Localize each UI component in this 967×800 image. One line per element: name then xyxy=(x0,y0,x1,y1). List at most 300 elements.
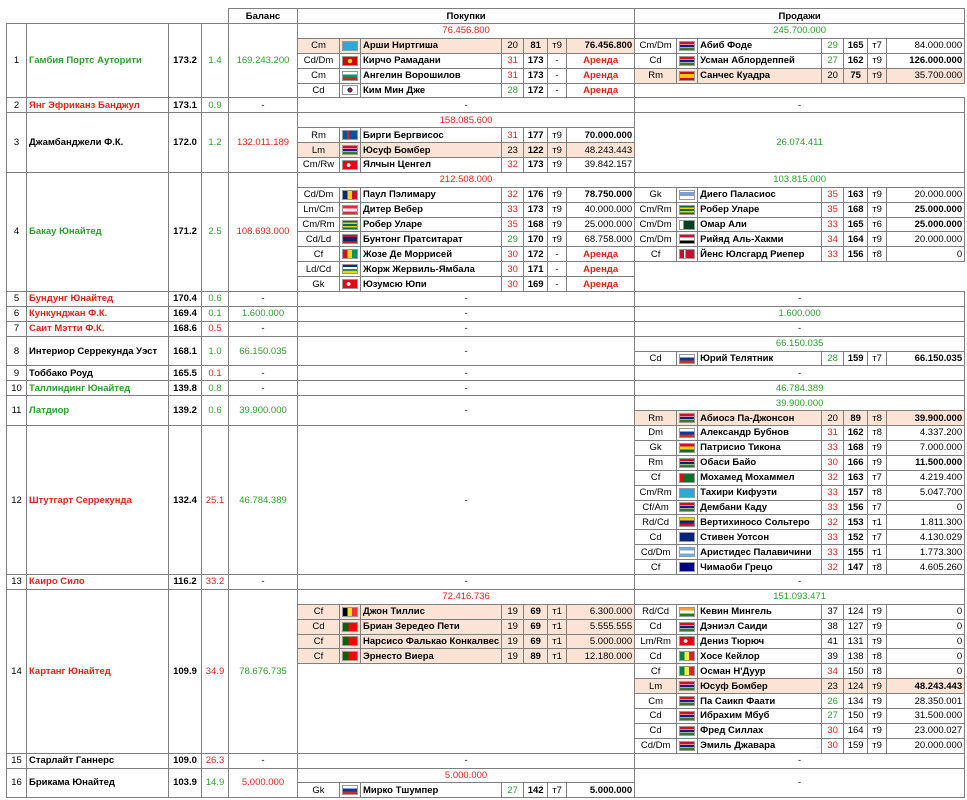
team-rank: 15 xyxy=(7,753,27,768)
buy-term: т9 xyxy=(548,187,567,202)
sale-name: Дэниэл Саиди xyxy=(698,619,822,634)
buy-name: Кирчо Рамадани xyxy=(361,53,502,68)
flag-icon xyxy=(342,220,358,230)
team-rank: 12 xyxy=(7,426,27,575)
team-name: Джамбанджели Ф.К. xyxy=(27,113,169,173)
team-rating: 109.9 xyxy=(169,589,202,753)
sale-age: 29 xyxy=(822,38,844,53)
team-name: Интериор Серрекунда Уэст xyxy=(27,336,169,366)
buy-name: Жозе Де Моррисей xyxy=(361,247,502,262)
sale-flag-cell xyxy=(677,411,698,426)
sale-name: Абиб Фоде xyxy=(698,38,822,53)
sale-age: 33 xyxy=(822,485,844,500)
buy-rating: 177 xyxy=(524,128,548,143)
team-row xyxy=(7,321,965,336)
sale-flag-cell xyxy=(677,679,698,694)
sale-rating: 157 xyxy=(844,485,868,500)
team-rank: 11 xyxy=(7,396,27,426)
sale-age: 33 xyxy=(822,440,844,455)
buy-term: - xyxy=(548,277,567,292)
buy-price: 5.000.000 xyxy=(567,783,635,798)
sale-flag-cell xyxy=(677,232,698,247)
sale-age: 35 xyxy=(822,202,844,217)
sale-term: т8 xyxy=(868,485,887,500)
buys-empty: - xyxy=(298,753,635,768)
team-balance: 39.900.000 xyxy=(229,396,298,426)
sale-name: Осман Н'Дуур xyxy=(698,664,822,679)
sales-empty: - xyxy=(635,292,965,307)
sale-flag-cell xyxy=(677,500,698,515)
team-balance: - xyxy=(229,98,298,113)
sale-price: 20.000.000 xyxy=(887,232,965,247)
buy-rating: 173 xyxy=(524,53,548,68)
sale-name: Аристидес Палавичини xyxy=(698,545,822,560)
team-row xyxy=(7,381,965,396)
team-balance: 78.676.735 xyxy=(229,589,298,753)
sales-blank xyxy=(635,262,965,292)
sale-position: Cd xyxy=(635,708,677,723)
sale-price: 4.130.029 xyxy=(887,530,965,545)
buys-empty: - xyxy=(298,574,635,589)
sale-name: Робер Уларе xyxy=(698,202,822,217)
sales-empty: - xyxy=(635,366,965,381)
balance-header: Баланс xyxy=(229,9,298,24)
flag-icon xyxy=(679,205,695,215)
buy-rating: 81 xyxy=(524,38,548,53)
buy-flag-cell xyxy=(340,158,361,173)
sale-term: т9 xyxy=(868,604,887,619)
buy-term: - xyxy=(548,247,567,262)
sale-position: Cf xyxy=(635,560,677,575)
team-rating: 173.1 xyxy=(169,98,202,113)
sale-term: т7 xyxy=(868,530,887,545)
sale-rating: 152 xyxy=(844,530,868,545)
flag-icon xyxy=(342,130,358,140)
sales-empty: - xyxy=(635,321,965,336)
sale-term: т9 xyxy=(868,619,887,634)
sale-price: 35.700.000 xyxy=(887,68,965,83)
sale-flag-cell xyxy=(677,426,698,441)
team-name: Саит Мэтти Ф.К. xyxy=(27,321,169,336)
sale-flag-cell xyxy=(677,738,698,753)
sale-age: 32 xyxy=(822,470,844,485)
buy-term: - xyxy=(548,262,567,277)
sale-rating: 168 xyxy=(844,440,868,455)
sale-position: Cm xyxy=(635,694,677,709)
sale-price: 11.500.000 xyxy=(887,455,965,470)
sale-rating: 150 xyxy=(844,708,868,723)
team-rating-delta: 2.5 xyxy=(202,172,229,291)
sale-age: 33 xyxy=(822,545,844,560)
flag-icon xyxy=(342,85,358,95)
buy-rating: 172 xyxy=(524,247,548,262)
buy-term: т9 xyxy=(548,128,567,143)
sale-position: Gk xyxy=(635,187,677,202)
sale-age: 32 xyxy=(822,515,844,530)
sale-rating: 165 xyxy=(844,217,868,232)
sale-name: Йенс Юлсгард Риепер xyxy=(698,247,822,262)
sale-position: Cd xyxy=(635,530,677,545)
team-name: Каиро Сило xyxy=(27,574,169,589)
sale-position: Gk xyxy=(635,440,677,455)
buy-flag-cell xyxy=(340,604,361,619)
buy-flag-cell xyxy=(340,619,361,634)
sale-position: Lm/Rm xyxy=(635,634,677,649)
flag-icon xyxy=(679,666,695,676)
sales-total: 103.815.000 xyxy=(635,172,965,187)
buy-term: - xyxy=(548,83,567,98)
team-name: Брикама Юнайтед xyxy=(27,768,169,798)
team-balance: 169.243.200 xyxy=(229,24,298,98)
team-row xyxy=(7,24,965,39)
flag-icon xyxy=(342,205,358,215)
buy-age: 35 xyxy=(502,217,524,232)
buy-price: 5.555.555 xyxy=(567,619,635,634)
flag-icon xyxy=(342,607,358,617)
team-rating-delta: 0.8 xyxy=(202,381,229,396)
sale-age: 38 xyxy=(822,619,844,634)
flag-icon xyxy=(679,458,695,468)
sale-price: 0 xyxy=(887,604,965,619)
team-rank: 2 xyxy=(7,98,27,113)
sale-name: Ибрахим Мбуб xyxy=(698,708,822,723)
sales-empty: 26.074.411 xyxy=(635,113,965,173)
buys-empty: - xyxy=(298,306,635,321)
team-rank: 13 xyxy=(7,574,27,589)
sale-flag-cell xyxy=(677,470,698,485)
team-row xyxy=(7,172,965,187)
flag-icon xyxy=(342,71,358,81)
team-row xyxy=(7,574,965,589)
sale-price: 1.811.300 xyxy=(887,515,965,530)
sale-position: Rm xyxy=(635,68,677,83)
flag-icon xyxy=(679,726,695,736)
buy-term: т9 xyxy=(548,232,567,247)
sale-position: Cf xyxy=(635,664,677,679)
buy-term: т1 xyxy=(548,604,567,619)
buys-empty: - xyxy=(298,321,635,336)
team-balance: 66.150.035 xyxy=(229,336,298,366)
sale-position: Dm xyxy=(635,426,677,441)
team-rating: 116.2 xyxy=(169,574,202,589)
flag-icon xyxy=(679,547,695,557)
sale-position: Cd xyxy=(635,723,677,738)
sale-age: 33 xyxy=(822,217,844,232)
sale-flag-cell xyxy=(677,649,698,664)
buy-name: Нарсисо Фалькао Конкалвес xyxy=(361,634,502,649)
sale-position: Rm xyxy=(635,455,677,470)
sale-position: Rm xyxy=(635,411,677,426)
sale-age: 35 xyxy=(822,187,844,202)
team-rank: 16 xyxy=(7,768,27,798)
sale-term: т7 xyxy=(868,470,887,485)
team-rating-delta: 1.0 xyxy=(202,336,229,366)
team-balance: 132.011.189 xyxy=(229,113,298,173)
buy-position: Cm xyxy=(298,38,340,53)
sale-age: 34 xyxy=(822,232,844,247)
sale-price: 66.150.035 xyxy=(887,351,965,366)
flag-icon xyxy=(679,696,695,706)
sale-rating: 134 xyxy=(844,694,868,709)
sale-name: Юрий Телятник xyxy=(698,351,822,366)
buy-term: - xyxy=(548,68,567,83)
buy-position: Gk xyxy=(298,277,340,292)
buy-name: Арши Ниртгиша xyxy=(361,38,502,53)
buy-term: - xyxy=(548,53,567,68)
sale-name: Хосе Кейлор xyxy=(698,649,822,664)
flag-icon xyxy=(679,71,695,81)
sale-rating: 164 xyxy=(844,232,868,247)
sale-flag-cell xyxy=(677,68,698,83)
sale-term: т1 xyxy=(868,515,887,530)
team-balance: - xyxy=(229,753,298,768)
buy-rating: 122 xyxy=(524,143,548,158)
sales-empty: - xyxy=(635,98,965,113)
sale-flag-cell xyxy=(677,545,698,560)
team-balance: 108.693.000 xyxy=(229,172,298,291)
sale-age: 20 xyxy=(822,411,844,426)
sale-name: Санчес Куадра xyxy=(698,68,822,83)
flag-icon xyxy=(679,354,695,364)
sale-price: 5.047.700 xyxy=(887,485,965,500)
buy-position: Cf xyxy=(298,634,340,649)
sale-rating: 155 xyxy=(844,545,868,560)
buy-flag-cell xyxy=(340,68,361,83)
flag-icon xyxy=(679,502,695,512)
sale-position: Rd/Cd xyxy=(635,604,677,619)
sale-flag-cell xyxy=(677,694,698,709)
sale-flag-cell xyxy=(677,604,698,619)
sale-price: 0 xyxy=(887,619,965,634)
team-rating: 139.8 xyxy=(169,381,202,396)
sale-age: 33 xyxy=(822,247,844,262)
buy-position: Gk xyxy=(298,783,340,798)
sale-position: Cm/Rm xyxy=(635,485,677,500)
team-rating-delta: 1.2 xyxy=(202,113,229,173)
buy-position: Cd/Dm xyxy=(298,53,340,68)
buy-price: 48.243.443 xyxy=(567,143,635,158)
buy-flag-cell xyxy=(340,247,361,262)
buy-rating: 173 xyxy=(524,158,548,173)
buy-flag-cell xyxy=(340,143,361,158)
buy-price: Аренда xyxy=(567,68,635,83)
buys-header: Покупки xyxy=(298,9,635,24)
buy-price: Аренда xyxy=(567,247,635,262)
sale-position: Cf xyxy=(635,247,677,262)
team-rating-delta: 34.9 xyxy=(202,589,229,753)
team-rating-delta: 0.6 xyxy=(202,396,229,426)
buy-position: Lm xyxy=(298,143,340,158)
sale-position: Cf/Am xyxy=(635,500,677,515)
buy-price: 25.000.000 xyxy=(567,217,635,232)
buy-flag-cell xyxy=(340,634,361,649)
team-rank: 10 xyxy=(7,381,27,396)
team-name: Старлайт Ганнерс xyxy=(27,753,169,768)
sales-total: 66.150.035 xyxy=(635,336,965,351)
flag-icon xyxy=(679,473,695,483)
buy-term: т9 xyxy=(548,143,567,158)
sale-rating: 147 xyxy=(844,560,868,575)
team-row xyxy=(7,366,965,381)
team-row xyxy=(7,98,965,113)
sale-rating: 164 xyxy=(844,723,868,738)
buy-position: Cd xyxy=(298,83,340,98)
team-rank: 4 xyxy=(7,172,27,291)
buy-age: 19 xyxy=(502,649,524,664)
sale-name: Патрисио Тикона xyxy=(698,440,822,455)
team-rating-delta: 0.5 xyxy=(202,321,229,336)
sales-empty: - xyxy=(635,753,965,768)
buy-name: Джон Тиллис xyxy=(361,604,502,619)
sale-price: 0 xyxy=(887,500,965,515)
team-row xyxy=(7,113,965,128)
sale-flag-cell xyxy=(677,530,698,545)
sale-flag-cell xyxy=(677,515,698,530)
sale-name: Фред Силлах xyxy=(698,723,822,738)
buys-empty: - xyxy=(298,336,635,366)
sale-rating: 75 xyxy=(844,68,868,83)
buy-age: 31 xyxy=(502,68,524,83)
flag-icon xyxy=(342,160,358,170)
buy-name: Жорж Жервиль-Ямбала xyxy=(361,262,502,277)
buy-price: Аренда xyxy=(567,262,635,277)
sale-term: т9 xyxy=(868,440,887,455)
flag-icon xyxy=(679,651,695,661)
buys-total: 5.000.000 xyxy=(298,768,635,783)
buy-flag-cell xyxy=(340,277,361,292)
buy-position: Cd/Ld xyxy=(298,232,340,247)
sale-flag-cell xyxy=(677,351,698,366)
sale-term: т9 xyxy=(868,232,887,247)
sale-term: т8 xyxy=(868,426,887,441)
buys-empty: - xyxy=(298,366,635,381)
sale-term: т8 xyxy=(868,560,887,575)
team-rating: 132.4 xyxy=(169,426,202,575)
team-name: Гамбия Портс Ауторити xyxy=(27,24,169,98)
buy-price: 70.000.000 xyxy=(567,128,635,143)
sale-name: Тахири Кифуэти xyxy=(698,485,822,500)
buy-age: 23 xyxy=(502,143,524,158)
buy-rating: 69 xyxy=(524,604,548,619)
buy-flag-cell xyxy=(340,202,361,217)
sale-term: т9 xyxy=(868,694,887,709)
buy-term: т9 xyxy=(548,158,567,173)
team-name: Кункунджан Ф.К. xyxy=(27,306,169,321)
team-rating-delta: 0.1 xyxy=(202,366,229,381)
sales-total: 39.900.000 xyxy=(635,396,965,411)
sale-position: Cm/Dm xyxy=(635,232,677,247)
sale-name: Усман Аблордеппей xyxy=(698,53,822,68)
sale-position: Rd/Cd xyxy=(635,515,677,530)
sale-rating: 159 xyxy=(844,351,868,366)
sales-total: 245.700.000 xyxy=(635,24,965,39)
sale-term: т7 xyxy=(868,500,887,515)
team-rating: 165.5 xyxy=(169,366,202,381)
flag-icon xyxy=(342,622,358,632)
sale-position: Cm/Dm xyxy=(635,217,677,232)
sale-term: т9 xyxy=(868,455,887,470)
sale-age: 28 xyxy=(822,351,844,366)
buy-price: Аренда xyxy=(567,277,635,292)
sale-price: 7.000.000 xyxy=(887,440,965,455)
sale-position: Cd/Dm xyxy=(635,738,677,753)
sale-flag-cell xyxy=(677,53,698,68)
buy-flag-cell xyxy=(340,187,361,202)
team-rating-delta: 0.6 xyxy=(202,292,229,307)
sale-age: 20 xyxy=(822,68,844,83)
sale-term: т9 xyxy=(868,53,887,68)
flag-icon xyxy=(679,190,695,200)
flag-icon xyxy=(679,681,695,691)
sale-age: 32 xyxy=(822,560,844,575)
sale-name: Мохамед Мохаммел xyxy=(698,470,822,485)
buy-rating: 173 xyxy=(524,68,548,83)
team-rank: 5 xyxy=(7,292,27,307)
sale-price: 48.243.443 xyxy=(887,679,965,694)
sale-price: 1.773.300 xyxy=(887,545,965,560)
buy-name: Бриан Зередео Пети xyxy=(361,619,502,634)
buy-position: Cm/Rw xyxy=(298,158,340,173)
buy-flag-cell xyxy=(340,783,361,798)
team-rank: 14 xyxy=(7,589,27,753)
sale-rating: 138 xyxy=(844,649,868,664)
buys-empty: - xyxy=(298,381,635,396)
buy-price: 78.750.000 xyxy=(567,187,635,202)
sale-rating: 127 xyxy=(844,619,868,634)
flag-icon xyxy=(679,443,695,453)
sales-total: 151.093.471 xyxy=(635,589,965,604)
sale-age: 30 xyxy=(822,455,844,470)
sale-name: Абиосэ Па-Джонсон xyxy=(698,411,822,426)
team-name: Латдиор xyxy=(27,396,169,426)
buy-price: Аренда xyxy=(567,53,635,68)
sale-price: 39.900.000 xyxy=(887,411,965,426)
team-rank: 1 xyxy=(7,24,27,98)
sale-position: Cf xyxy=(635,470,677,485)
buy-name: Бунтонг Пратситарат xyxy=(361,232,502,247)
buy-age: 19 xyxy=(502,604,524,619)
sale-term: т8 xyxy=(868,247,887,262)
buys-total: 212.508.000 xyxy=(298,172,635,187)
sale-term: т8 xyxy=(868,411,887,426)
team-rating-delta: 33.2 xyxy=(202,574,229,589)
buy-age: 33 xyxy=(502,202,524,217)
flag-icon xyxy=(342,785,358,795)
flag-icon xyxy=(342,249,358,259)
sale-position: Cm/Rm xyxy=(635,202,677,217)
sale-price: 23.000.027 xyxy=(887,723,965,738)
flag-icon xyxy=(342,56,358,66)
team-name: Картанг Юнайтед xyxy=(27,589,169,753)
buy-term: т1 xyxy=(548,634,567,649)
sale-name: Па Саикп Фаати xyxy=(698,694,822,709)
buys-empty: - xyxy=(298,292,635,307)
team-row xyxy=(7,306,965,321)
sale-position: Cd xyxy=(635,619,677,634)
sale-price: 20.000.000 xyxy=(887,738,965,753)
team-rating-delta: 25.1 xyxy=(202,426,229,575)
buy-age: 31 xyxy=(502,128,524,143)
flag-icon xyxy=(679,741,695,751)
sale-position: Cd xyxy=(635,53,677,68)
buy-age: 30 xyxy=(502,247,524,262)
buy-position: Cd xyxy=(298,619,340,634)
buy-flag-cell xyxy=(340,649,361,664)
team-name: Бундунг Юнайтед xyxy=(27,292,169,307)
buy-name: Ангелин Ворошилов xyxy=(361,68,502,83)
team-row xyxy=(7,753,965,768)
sale-rating: 89 xyxy=(844,411,868,426)
